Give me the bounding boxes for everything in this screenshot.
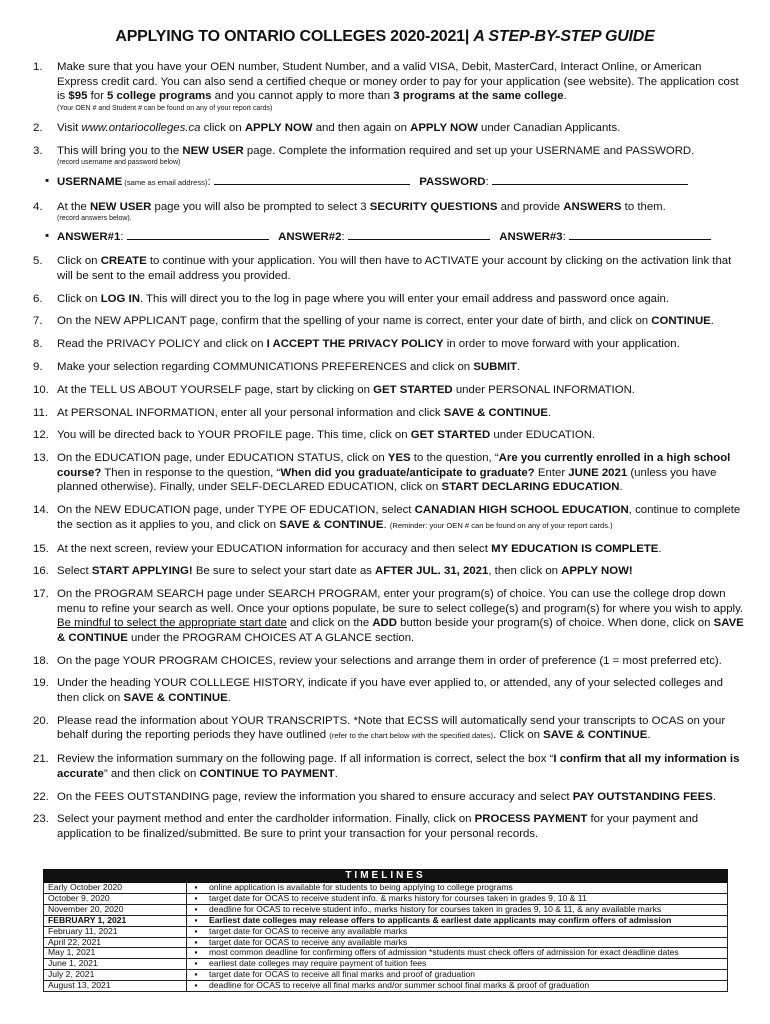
password-blank[interactable]: [492, 174, 688, 185]
step-text: At the next screen, review your EDUCATION information for accuracy and then select MY EDUCATION IS COMPLETE.: [57, 542, 662, 555]
table-row: [44, 959, 728, 970]
step-text: Make your selection regarding COMMUNICATIONS PREFERENCES and click on SUBMIT.: [57, 361, 521, 374]
step-number: 23.: [33, 813, 49, 826]
title-main: APPLYING TO ONTARIO COLLEGES 2020-2021|: [115, 28, 474, 45]
timeline-text: most common deadline for confirming offers of admission *students must check offers of admission for exact deadline dates: [205, 948, 728, 959]
page-title: [0, 28, 770, 46]
table-row: [44, 883, 728, 894]
step-number: 22.: [33, 790, 49, 803]
timeline-text: Earliest date colleges may release offers to applicants & earliest date applicants may confirm offers of admission: [205, 915, 728, 926]
timeline-text: online application is available for students to being applying to college programs: [205, 883, 728, 894]
answer3-blank[interactable]: [569, 229, 711, 240]
step-number: 5.: [33, 255, 43, 268]
step-number: 10.: [33, 383, 49, 396]
bullet-icon: ▪: [187, 883, 206, 894]
step-6: [33, 292, 745, 307]
timelines-header: TIMELINES: [44, 870, 728, 883]
step-text: Make sure that you have your OEN number, Student Number, and a valid VISA, Debit, MasterCard, Interact Online, or American Express credit card. You can also send a certified cheque or money order to pay for your application (see website). The application cost is $95 for 5 college programs and you cannot apply to more than 3 programs at the same college. (Your OEN # and Student # can be found on any of your report cards): [57, 60, 745, 113]
step-text: On the FEES OUTSTANDING page, review the information you shared to ensure accuracy and select PAY OUTSTANDING FEES.: [57, 790, 717, 803]
step-14: [33, 503, 745, 533]
username-label: USERNAME: [57, 175, 123, 188]
username-note: (same as email address): [122, 177, 208, 187]
timeline-text: earliest date colleges may require payment of tuition fees: [205, 959, 728, 970]
step-text: Click on LOG IN. This will direct you to the log in page where you will enter your email address and password once again.: [57, 292, 670, 305]
bullet-icon: ▪: [187, 948, 206, 959]
step-text: Select your payment method and enter the cardholder information. Finally, click on PROCESS PAYMENT for your payment and application to be finalized/submitted. Be sure to print your transaction for your personal records.: [57, 813, 699, 840]
step-text: Please read the information about YOUR TRANSCRIPTS. *Note that ECSS will automatically send your transcripts to OCAS on your behalf during the reporting periods they have outlined (refer to the chart below with the specified dates). Click on SAVE & CONTINUE.: [57, 714, 726, 742]
step-number: 1.: [33, 61, 43, 73]
timeline-date: April 22, 2021: [44, 937, 187, 948]
step-text: Read the PRIVACY POLICY and click on I ACCEPT THE PRIVACY POLICY in order to move forward with your application.: [57, 338, 680, 351]
step-text: Visit www.ontariocolleges.ca click on APPLY NOW and then again on APPLY NOW under Canadian Applicants.: [57, 121, 621, 134]
step-number: 16.: [33, 565, 49, 578]
step-5: [33, 254, 745, 283]
timeline-text: target date for OCAS to receive student info. & marks history for courses taken in grades 9, 10 & 11: [205, 893, 728, 904]
record-line-text: USERNAME (same as email address): PASSWORD:: [57, 174, 688, 190]
table-row-highlight: [44, 915, 728, 926]
step-12: [33, 428, 745, 443]
answers-record-line: [45, 229, 745, 244]
timeline-date: November 20, 2020: [44, 904, 187, 915]
bullet-icon: ▪: [187, 981, 206, 992]
step-number: 2.: [33, 121, 43, 134]
record-line-text: ANSWER#1: ANSWER#2: ANSWER#3:: [57, 229, 711, 244]
step-4: [33, 200, 745, 224]
credentials-record-line: [45, 174, 745, 190]
step-text: Click on CREATE to continue with your application. You will then have to ACTIVATE your account by clicking on the activation link that will be sent to the email address you provided.: [57, 255, 732, 282]
table-row: [44, 981, 728, 992]
step-18: [33, 654, 745, 669]
timeline-date: Early October 2020: [44, 883, 187, 894]
answer1-blank[interactable]: [127, 229, 269, 240]
step-text: Under the heading YOUR COLLLEGE HISTORY, indicate if you have ever applied to, or attended, any of your selected colleges and then click on SAVE & CONTINUE.: [57, 677, 723, 704]
step-number: 11.: [33, 406, 48, 419]
step-note: (refer to the chart below with the specified dates): [329, 731, 494, 741]
table-row: [44, 926, 728, 937]
step-10: [33, 383, 745, 398]
step-text: At PERSONAL INFORMATION, enter all your personal information and click SAVE & CONTINUE.: [57, 406, 552, 419]
timeline-text: target date for OCAS to receive any available marks: [205, 926, 728, 937]
timeline-date: May 1, 2021: [44, 948, 187, 959]
step-number: 6.: [33, 292, 43, 305]
table-row: [44, 937, 728, 948]
step-text: Review the information summary on the following page. If all information is correct, select the box “I confirm that all my information is accurate” and then click on CONTINUE TO PAYMENT.: [57, 753, 740, 780]
step-number: 14.: [33, 504, 49, 517]
step-number: 3.: [33, 144, 43, 157]
step-number: 20.: [33, 714, 49, 727]
username-blank[interactable]: [214, 174, 410, 185]
answer1-label: ANSWER#1: [57, 231, 121, 244]
timeline-date: FEBRUARY 1, 2021: [44, 915, 187, 926]
step-number: 7.: [33, 315, 43, 328]
timeline-date: August 13, 2021: [44, 981, 187, 992]
step-22: [33, 790, 745, 805]
steps-list: [33, 60, 745, 850]
step-3: [33, 144, 745, 168]
timeline-text: deadline for OCAS to receive all final marks and/or summer school final marks & proof of graduation: [205, 981, 728, 992]
step-note: (Reminder: your OEN # can be found on any of your report cards.): [389, 520, 613, 530]
step-1: [33, 60, 745, 113]
timeline-date: June 1, 2021: [44, 959, 187, 970]
step-15: [33, 542, 745, 557]
table-row: [44, 893, 728, 904]
timeline-date: July 2, 2021: [44, 970, 187, 981]
step-number: 18.: [33, 654, 49, 667]
timeline-text: deadline for OCAS to receive student info., marks history for courses taken in grades 9, 10 & 11, & any available marks: [205, 904, 728, 915]
bullet-icon: ▪: [187, 926, 206, 937]
step-text: You will be directed back to YOUR PROFILE page. This time, click on GET STARTED under EDUCATION.: [57, 429, 596, 442]
table-row: [44, 970, 728, 981]
step-7: [33, 314, 745, 329]
table-row: [44, 904, 728, 915]
step-text: Select START APPLYING! Be sure to select your start date as AFTER JUL. 31, 2021, then click on APPLY NOW!: [57, 565, 633, 578]
timelines-table: [43, 869, 728, 992]
password-label: PASSWORD: [419, 175, 486, 188]
step-19: [33, 676, 745, 705]
step-note: (record answers below).: [57, 215, 132, 223]
step-13: [33, 451, 745, 495]
step-9: [33, 360, 745, 375]
bullet-icon: ▪: [187, 904, 206, 915]
bullet-icon: ▪: [187, 937, 206, 948]
step-number: 17.: [33, 588, 49, 601]
step-23: [33, 812, 745, 841]
step-text: This will bring you to the NEW USER page. Complete the information required and set up your USERNAME and PASSWORD. (record username and password below): [57, 144, 745, 168]
step-text: At the TELL US ABOUT YOURSELF page, start by clicking on GET STARTED under PERSONAL INFORMATION.: [57, 383, 635, 396]
step-note: (record username and password below): [57, 159, 181, 167]
bullet-icon: ▪: [187, 893, 206, 904]
bullet-icon: ▪: [45, 174, 50, 187]
step-text: On the NEW APPLICANT page, confirm that the spelling of your name is correct, enter your date of birth, and click on CONTINUE.: [57, 315, 714, 328]
step-text: On the page YOUR PROGRAM CHOICES, review your selections and arrange them in order of preference (1 = most preferred etc).: [57, 654, 722, 667]
step-8: [33, 337, 745, 352]
step-21: [33, 752, 745, 781]
step-number: 9.: [33, 361, 43, 374]
step-number: 19.: [33, 677, 49, 690]
bullet-icon: ▪: [187, 915, 206, 926]
bullet-icon: ▪: [187, 959, 206, 970]
step-11: [33, 406, 745, 421]
bullet-icon: ▪: [45, 230, 50, 243]
step-text: On the EDUCATION page, under EDUCATION STATUS, click on YES to the question, “Are you currently enrolled in a high school course? Then in response to the question, “When did you graduate/anticipate to graduate? Enter JUNE 2021 (unless you have planned otherwise). Finally, under SELF-DECLARED EDUCATION, click on START DECLARING EDUCATION.: [57, 452, 731, 494]
step-number: 4.: [33, 200, 43, 213]
answer2-blank[interactable]: [348, 229, 490, 240]
bullet-icon: ▪: [187, 970, 206, 981]
step-number: 12.: [33, 429, 49, 442]
timeline-text: target date for OCAS to receive all final marks and proof of graduation: [205, 970, 728, 981]
step-text: On the NEW EDUCATION page, under TYPE OF EDUCATION, select CANADIAN HIGH SCHOOL EDUCATION, continue to complete the section as it applies to you, and click on SAVE & CONTINUE. (Reminder: your OEN # can be found on any of your report cards.): [57, 504, 741, 531]
step-text: On the PROGRAM SEARCH page under SEARCH PROGRAM, enter your program(s) of choice. You can use the college drop down menu to refine your search as well. Once your options populate, be sure to select college(s) and program(s) for where you wish to apply. Be mindful to select the appropriate start date and click on the ADD button beside your program(s) of choice. When done, click on SAVE & CONTINUE under the PROGRAM CHOICES AT A GLANCE section.: [57, 588, 744, 644]
website-link[interactable]: www.ontariocolleges.ca: [81, 121, 201, 134]
table-row: [44, 948, 728, 959]
timeline-date: October 9, 2020: [44, 893, 187, 904]
step-text: At the NEW USER page you will also be prompted to select 3 SECURITY QUESTIONS and provide ANSWERS to them. (record answers below).: [57, 200, 745, 224]
step-17: [33, 587, 745, 645]
step-20: [33, 714, 745, 744]
step-number: 21.: [33, 753, 49, 766]
timeline-text: target date for OCAS to receive any available marks: [205, 937, 728, 948]
step-2: [33, 121, 745, 136]
step-16: [33, 564, 745, 579]
answer2-label: ANSWER#2: [278, 231, 342, 244]
step-number: 8.: [33, 338, 43, 351]
step-number: 13.: [33, 452, 49, 465]
step-note: (Your OEN # and Student # can be found on any of your report cards): [57, 104, 273, 112]
answer3-label: ANSWER#3: [499, 231, 563, 244]
title-subtitle: A STEP-BY-STEP GUIDE: [473, 28, 655, 45]
timeline-date: February 11, 2021: [44, 926, 187, 937]
step-number: 15.: [33, 542, 49, 555]
